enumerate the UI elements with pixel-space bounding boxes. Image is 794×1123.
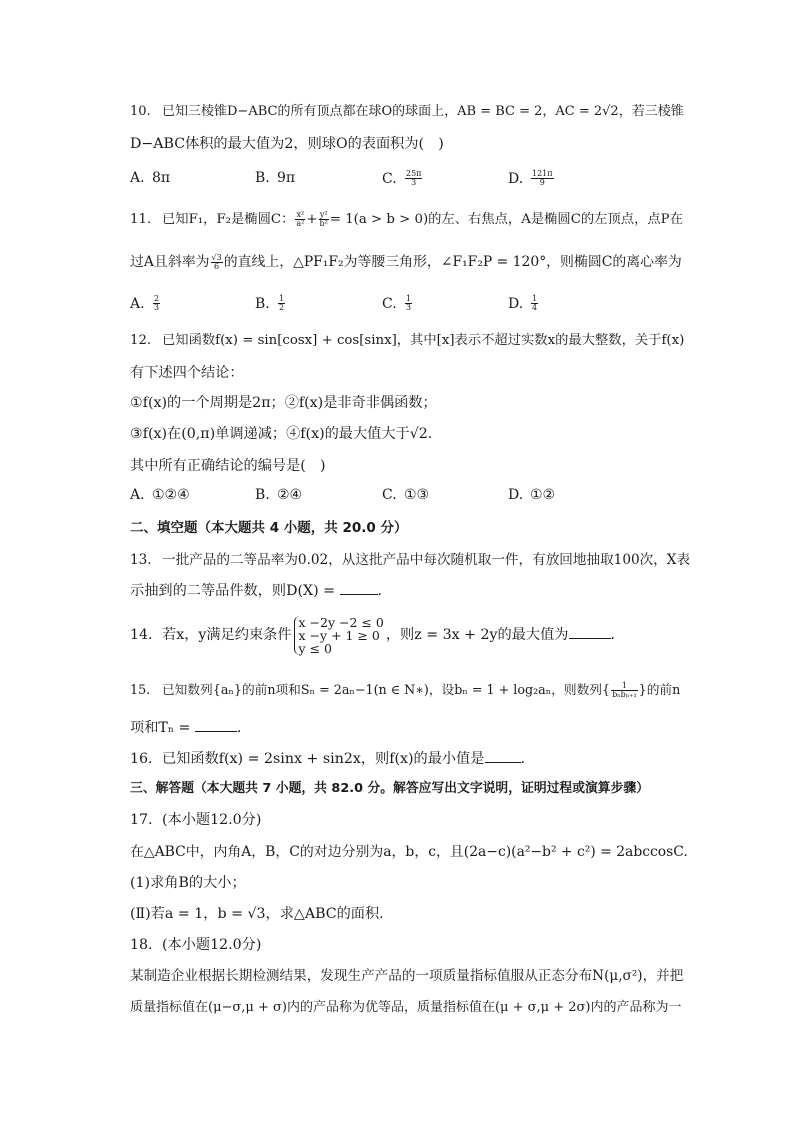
q11-option-a[interactable]	[130, 295, 161, 312]
q12-text-1: 已知函数f(x) = sin[cosx] + cos[sinx]，其中[x]表示不超过实数x的最大整数，关于f(x)	[162, 333, 685, 348]
option-fraction	[531, 295, 538, 312]
q14-answer-blank[interactable]	[569, 624, 611, 639]
q11-options	[130, 295, 690, 317]
q16-answer-blank[interactable]	[485, 748, 521, 763]
fraction-denominator: 3	[154, 303, 160, 312]
fraction-numerator: √3	[211, 252, 222, 262]
q15-answer-blank[interactable]	[195, 717, 237, 732]
q11-option-d[interactable]	[508, 295, 539, 312]
q10-option-d[interactable]	[508, 170, 555, 187]
option-letter: B.	[255, 295, 270, 312]
q18-number: 18.	[130, 937, 153, 953]
q11-line1	[130, 210, 690, 230]
section-solutions-heading: 三、解答题（本大题共 7 小题，共 82.0 分。解答应写出文字说明，证明过程或演算步骤）	[130, 781, 649, 796]
fraction-denominator: b²	[319, 219, 328, 228]
fraction-numerator: 1	[611, 682, 638, 691]
q12-options	[130, 487, 690, 509]
period: .	[236, 720, 242, 736]
y2-over-b2-fraction	[319, 211, 329, 228]
q11-text-2b: 的直线上，△PF₁F₂为等腰三角形，∠F₁F₂P = 120°，则椭圆C的离心率为	[223, 254, 682, 270]
q16-line	[130, 748, 690, 769]
q17-header	[130, 810, 690, 830]
q13-line2	[130, 580, 690, 601]
q14-number: 14.	[130, 627, 153, 643]
q12-option-c[interactable]	[382, 487, 429, 503]
q18-line1: 某制造企业根据长期检测结果，发现生产产品的一项质量指标值服从正态分布N(μ,σ²)，并把	[130, 968, 684, 984]
q14-text-post: ，则z = 3x + 2y的最大值为	[385, 627, 569, 643]
q15-text-1a: 已知数列{aₙ}的前n项和Sₙ = 2aₙ−1(n ∈ N∗)，设bₙ = 1 + log₂aₙ，则数列{	[162, 682, 611, 697]
q17-line2: (1)求角B的大小；	[130, 875, 246, 891]
q11-text-2a: 过A且斜率为	[130, 254, 210, 270]
option-letter: C.	[382, 170, 397, 187]
fraction-numerator: x²	[296, 210, 305, 219]
period: .	[377, 583, 383, 599]
option-text: ②④	[277, 487, 303, 503]
fraction-denominator: 4	[532, 303, 538, 312]
q15-line1	[130, 680, 690, 700]
q11-text-1b: = 1(a > b > 0)的左、右焦点，A是椭圆C的左顶点，点P在	[329, 212, 683, 227]
q13-answer-blank[interactable]	[340, 580, 378, 595]
q16-text: 已知函数f(x) = 2sinx + sin2x，则f(x)的最小值是	[162, 751, 485, 767]
fraction-denominator: 6	[214, 261, 220, 271]
q11-number: 11.	[130, 212, 152, 227]
option-text: 8π	[152, 170, 171, 186]
q12-option-b[interactable]	[255, 487, 302, 503]
option-fraction	[531, 170, 554, 187]
q12-line5: 其中所有正确结论的编号是( )	[130, 458, 326, 474]
q17-line1: 在△ABC中，内角A，B，C的对边分别为a，b，c，且(2a−c)(a²−b² + c²) = 2abccosC.	[130, 844, 688, 860]
q12-line1	[130, 331, 690, 351]
q12-line2: 有下述四个结论：	[130, 365, 244, 381]
q17-score: (本小题12.0分)	[162, 812, 262, 828]
q17-number: 17.	[130, 812, 153, 828]
option-letter: A.	[130, 170, 145, 186]
option-letter: B.	[255, 487, 270, 503]
option-letter: D.	[508, 295, 524, 312]
q10-text-1: 已知三棱锥D−ABC的所有顶点都在球O的球面上，AB = BC = 2，AC = 2√2，若三棱锥	[162, 104, 684, 119]
x2-over-a2-fraction	[295, 211, 305, 228]
fraction-numerator: 1	[406, 294, 412, 303]
fraction-denominator: 3	[406, 303, 412, 312]
fraction-numerator: y²	[319, 210, 328, 219]
q10-options	[130, 170, 690, 192]
q13-text-2: 示抽到的二等品件数，则D(X) =	[130, 583, 340, 599]
slope-fraction	[211, 254, 223, 271]
fraction-numerator: 1	[279, 294, 285, 303]
option-fraction	[405, 295, 412, 312]
fraction-denominator: a²	[296, 219, 305, 228]
q18-score: (本小题12.0分)	[162, 937, 262, 953]
option-letter: A.	[130, 487, 145, 503]
q17-line3: (Ⅱ)若a = 1，b = √3，求△ABC的面积.	[130, 906, 384, 922]
q11-option-c[interactable]	[382, 295, 413, 312]
plus-sign: +	[306, 212, 318, 227]
constraint-system	[294, 616, 384, 655]
section-fill-in-heading: 二、填空题（本大题共 4 小题，共 20.0 分）	[130, 520, 408, 536]
option-text: 9π	[277, 170, 296, 186]
q12-option-d[interactable]	[508, 487, 555, 503]
q14-text-pre: 若x，y满足约束条件	[162, 627, 292, 643]
q10-line2: D−ABC体积的最大值为2，则球O的表面积为( )	[130, 136, 444, 152]
period: .	[610, 627, 616, 643]
q12-number: 12.	[130, 333, 152, 348]
option-fraction	[405, 170, 422, 187]
fraction-denominator: 3	[411, 178, 417, 187]
q13-text-1: 一批产品的二等品率为0.02，从这批产品中每次随机取一件，有放回地抽取100次，X表	[162, 552, 691, 568]
fraction-denominator: 9	[539, 178, 545, 187]
q10-option-a[interactable]	[130, 170, 170, 186]
option-fraction	[278, 295, 285, 312]
q11-text-1a: 已知F₁，F₂是椭圆C：	[162, 212, 295, 227]
option-fraction	[153, 295, 160, 312]
q16-number: 16.	[130, 751, 153, 767]
option-letter: D.	[508, 170, 524, 187]
constraint-row: x −2y −2 ≤ 0	[298, 614, 384, 630]
fraction-numerator: 2	[154, 294, 160, 303]
q13-number: 13.	[130, 552, 152, 568]
period: .	[520, 751, 526, 767]
q15-number: 15.	[130, 682, 151, 697]
q10-option-b[interactable]	[255, 170, 295, 186]
q18-line2: 质量指标值在(μ−σ,μ + σ)内的产品称为优等品，质量指标值在(μ + σ,μ + 2σ)内的产品称为一	[130, 1000, 682, 1015]
q12-option-a[interactable]	[130, 487, 190, 503]
q11-line2	[130, 252, 690, 272]
q15-text-2: 项和Tₙ =	[130, 720, 195, 736]
option-text: ①②④	[152, 487, 190, 503]
constraint-row: y ≤ 0	[298, 640, 332, 656]
option-letter: B.	[255, 170, 270, 186]
q10-line1	[130, 102, 690, 122]
q18-header	[130, 935, 690, 955]
constraint-row: x −y + 1 ≥ 0	[298, 627, 380, 643]
q10-number: 10.	[130, 104, 151, 119]
q12-line3: ①f(x)的一个周期是2π；②f(x)是非奇非偶函数；	[130, 395, 437, 411]
option-text: ①③	[404, 487, 430, 503]
q13-line1	[130, 550, 690, 570]
option-text: ①②	[530, 487, 556, 503]
fraction-numerator: 25π	[406, 169, 422, 178]
fraction-numerator: 1	[532, 294, 538, 303]
option-letter: D.	[508, 487, 524, 503]
fraction-denominator: 2	[279, 303, 285, 312]
q15-text-1b: }的前n	[638, 682, 681, 697]
reciprocal-fraction	[611, 682, 638, 699]
fraction-denominator: bₙbₙ₊₁	[612, 690, 637, 699]
fraction-numerator: 121π	[532, 169, 553, 178]
q14-line	[130, 612, 690, 658]
option-letter: A.	[130, 295, 145, 312]
q15-line2	[130, 717, 690, 738]
q12-line4: ③f(x)在(0,π)单调递减；④f(x)的最大值大于√2.	[130, 426, 433, 442]
option-letter: C.	[382, 295, 397, 312]
option-letter: C.	[382, 487, 397, 503]
q10-option-c[interactable]	[382, 170, 423, 187]
q11-option-b[interactable]	[255, 295, 286, 312]
